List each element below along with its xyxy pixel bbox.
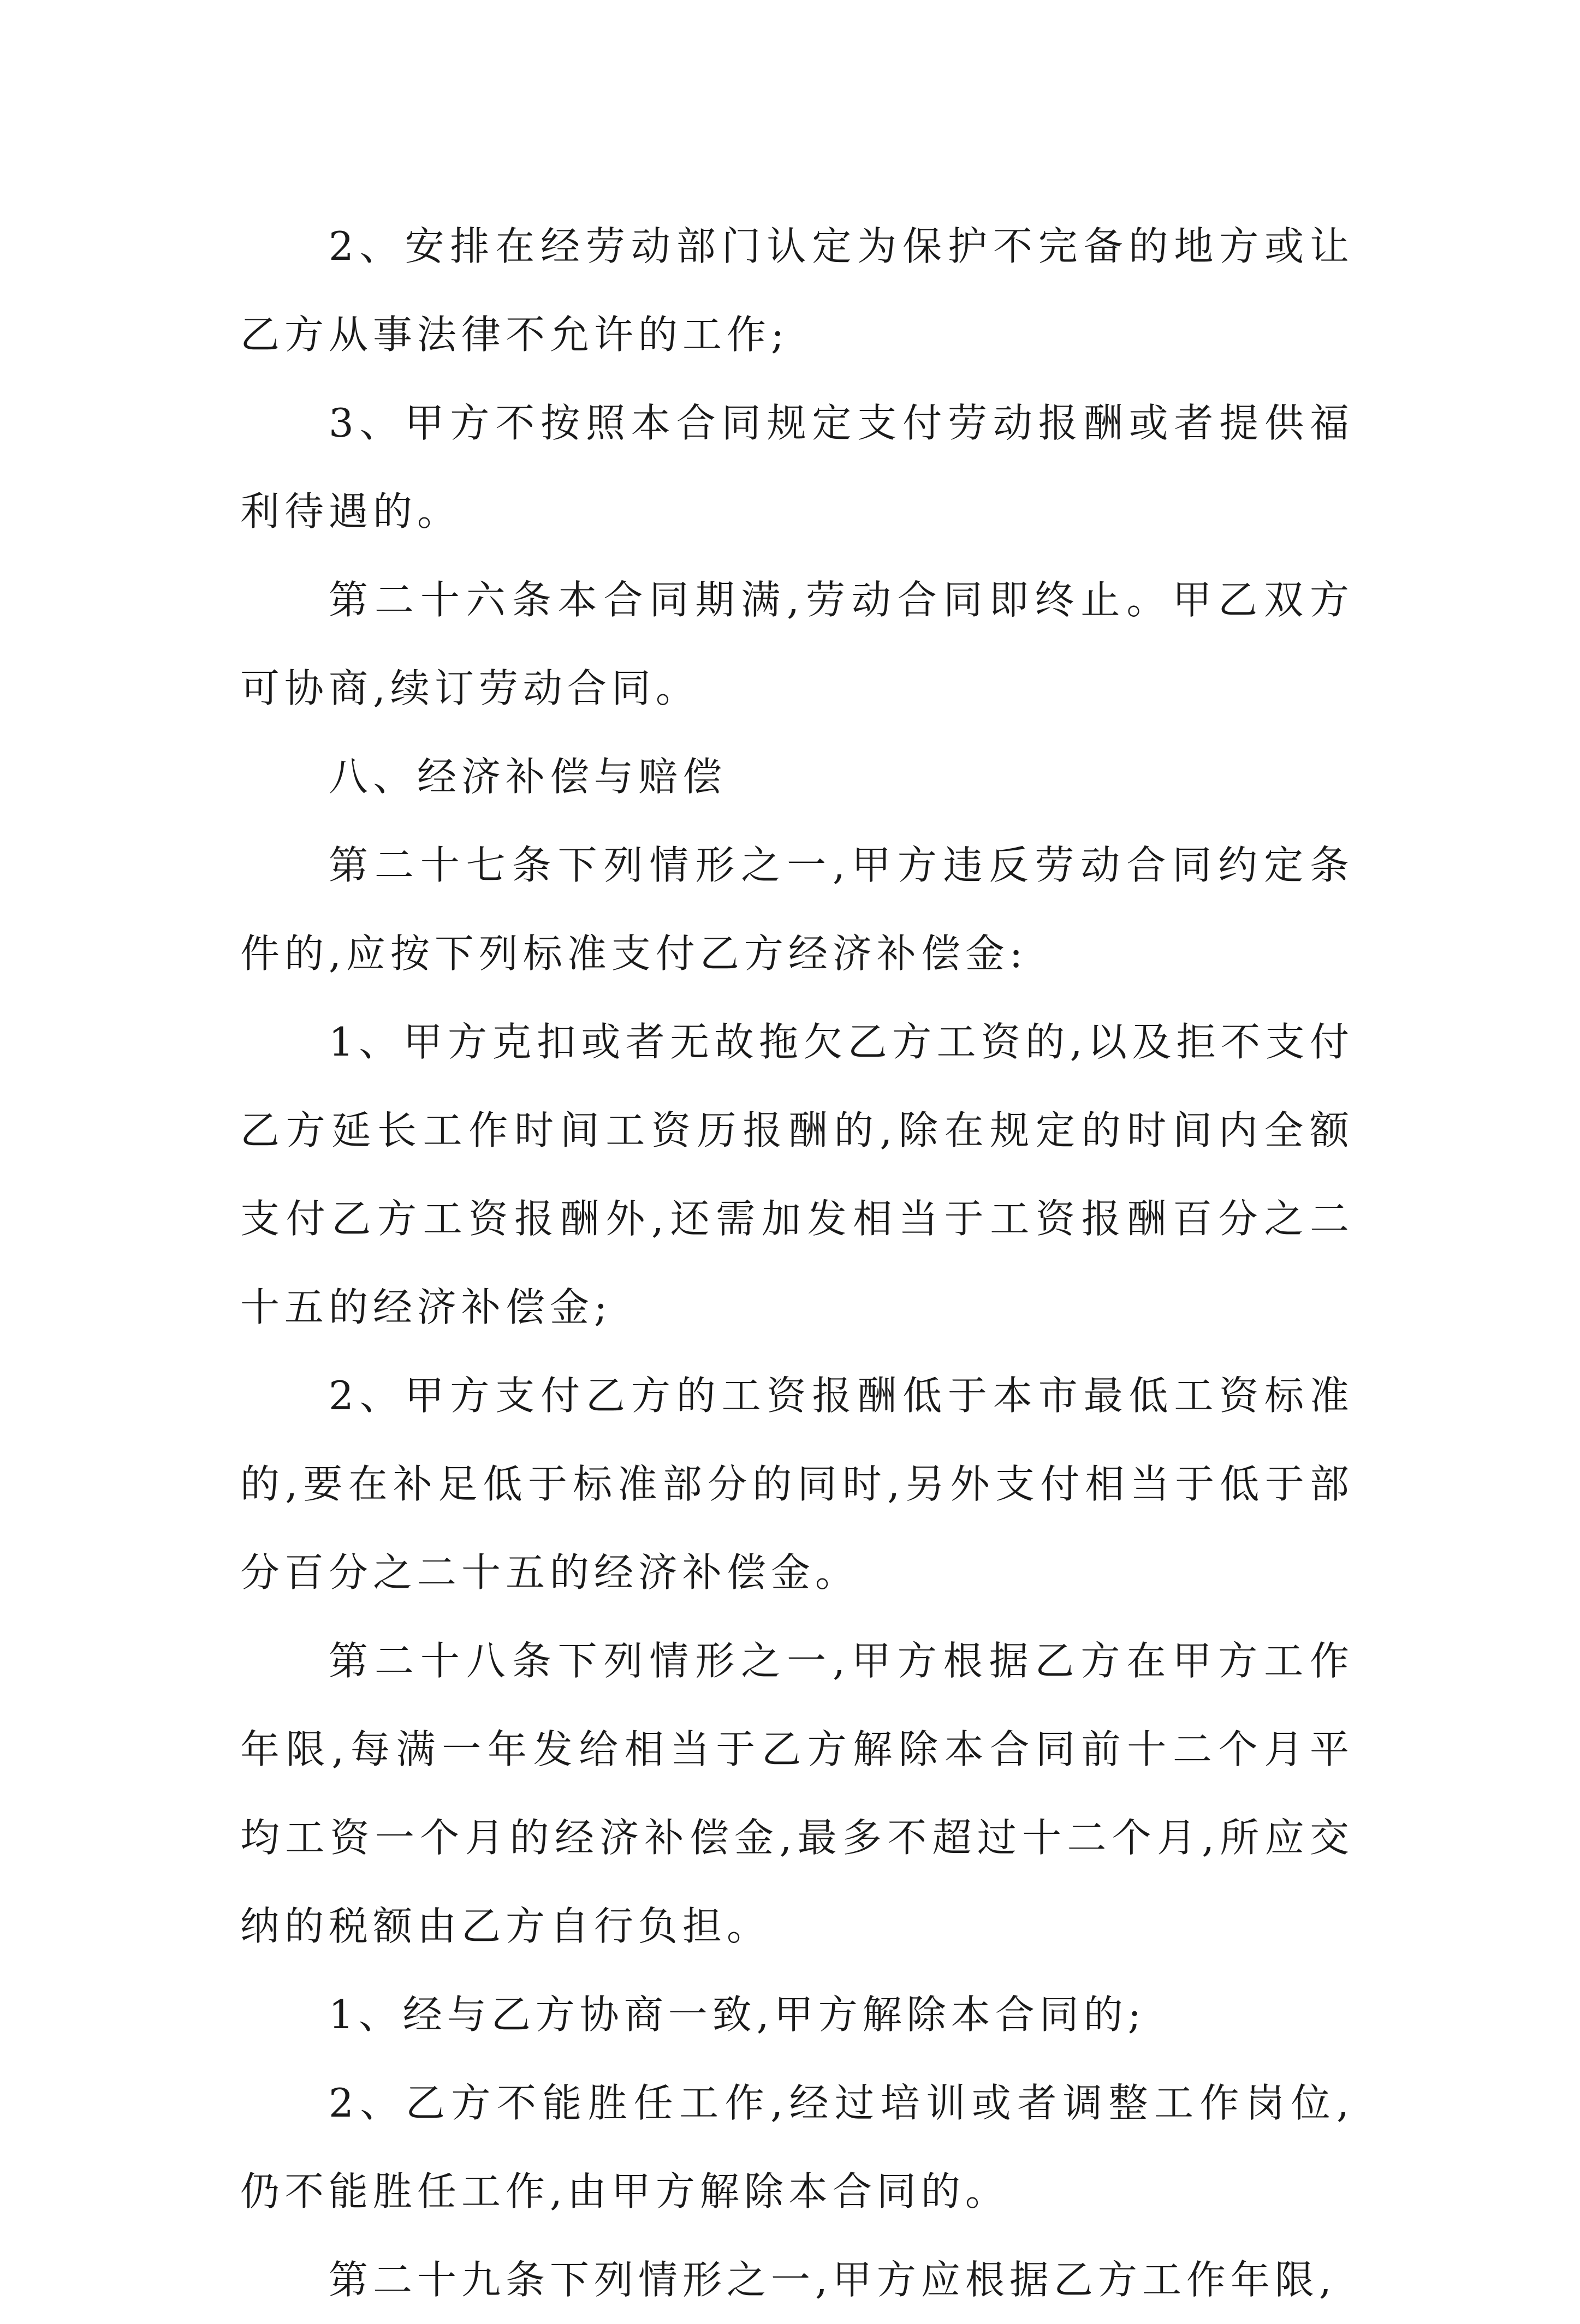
paragraph-article-27-item-2: 2、甲方支付乙方的工资报酬低于本市最低工资标准的,要在补足低于标准部分的同时,另外支付相当于低于部分百分之二十五的经济补偿金。 bbox=[240, 1373, 1354, 1595]
paragraph-article-27: 第二十七条下列情形之一,甲方违反劳动合同约定条件的,应按下列标准支付乙方经济补偿金: bbox=[240, 842, 1354, 976]
paragraph-article-28-item-2: 2、乙方不能胜任工作,经过培训或者调整工作岗位,仍不能胜任工作,由甲方解除本合同的。 bbox=[240, 2080, 1354, 2214]
paragraph-article-29: 第二十九条下列情形之一,甲方应根据乙方工作年限, bbox=[329, 2257, 1337, 2303]
paragraph-item-2-unsafe-workplace: 2、安排在经劳动部门认定为保护不完备的地方或让乙方从事法律不允许的工作; bbox=[240, 223, 1354, 357]
section-heading-compensation: 八、经济补偿与赔偿 bbox=[329, 754, 727, 800]
paragraph-article-27-item-1: 1、甲方克扣或者无故拖欠乙方工资的,以及拒不支付乙方延长工作时间工资历报酬的,除在规定的时间内全额支付乙方工资报酬外,还需加发相当于工资报酬百分之二十五的经济补偿金; bbox=[240, 1019, 1354, 1330]
paragraph-article-28-item-1: 1、经与乙方协商一致,甲方解除本合同的; bbox=[329, 1992, 1146, 2037]
paragraph-article-28: 第二十八条下列情形之一,甲方根据乙方在甲方工作年限,每满一年发给相当于乙方解除本合同前十二个月平均工资一个月的经济补偿金,最多不超过十二个月,所应交纳的税额由乙方自行负担。 bbox=[240, 1638, 1354, 1949]
paragraph-article-26: 第二十六条本合同期满,劳动合同即终止。甲乙双方可协商,续订劳动合同。 bbox=[240, 577, 1354, 711]
document-body bbox=[240, 202, 1354, 2324]
paragraph-item-3-unpaid-wages: 3、甲方不按照本合同规定支付劳动报酬或者提供福利待遇的。 bbox=[240, 400, 1354, 534]
